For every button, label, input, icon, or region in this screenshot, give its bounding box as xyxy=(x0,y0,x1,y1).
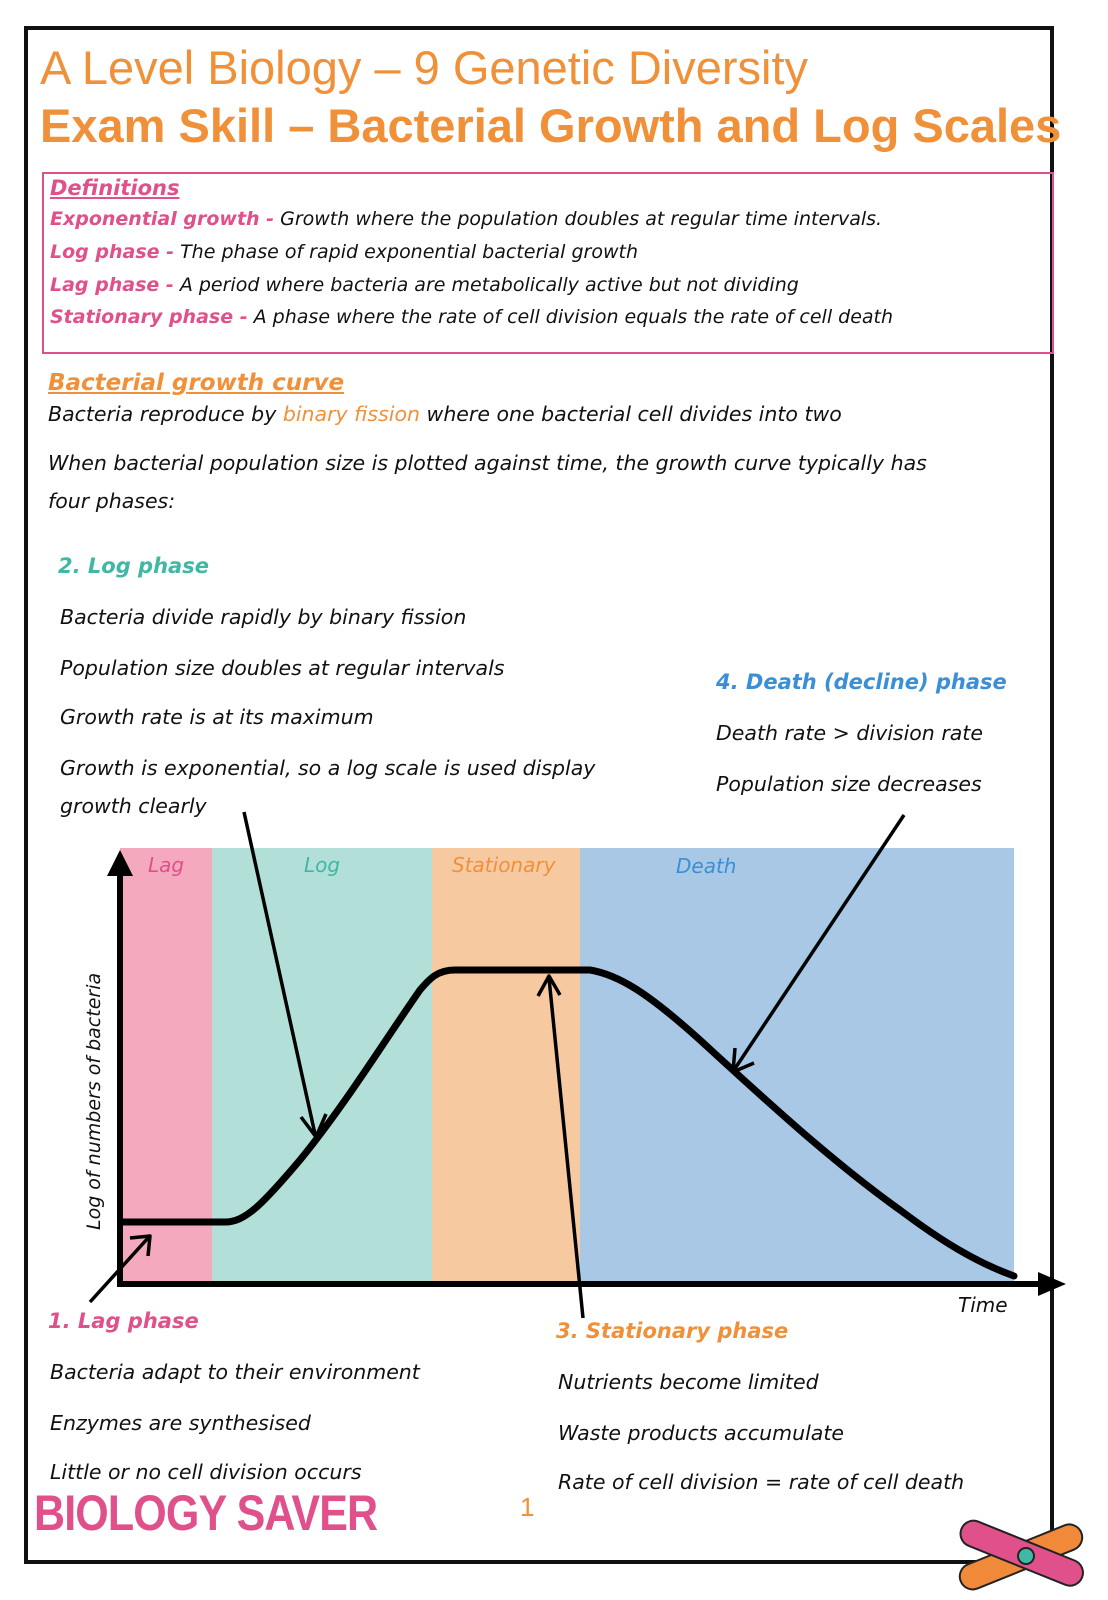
stationary-phase-line: Nutrients become limited xyxy=(558,1370,819,1394)
phases-paragraph-line2: four phases: xyxy=(48,489,176,513)
log-phase-line: growth clearly xyxy=(60,794,207,818)
binary-fission-highlight: binary fission xyxy=(282,402,421,426)
definition-term: Exponential growth - xyxy=(50,208,275,230)
definitions-heading: Definitions xyxy=(50,176,180,200)
log-phase-line: Growth rate is at its maximum xyxy=(60,705,374,729)
region-label-lag: Lag xyxy=(148,853,185,877)
definition-text: A phase where the rate of cell division equals the rate of cell death xyxy=(247,306,894,328)
definition-text: Growth where the population doubles at regular time intervals. xyxy=(274,208,883,230)
lag-phase-line: Bacteria adapt to their environment xyxy=(50,1360,420,1384)
region-label-stationary: Stationary xyxy=(452,853,556,877)
lag-phase-line: Little or no cell division occurs xyxy=(50,1460,362,1484)
x-axis-arrowhead xyxy=(1038,1272,1066,1296)
region-label-death: Death xyxy=(676,854,737,878)
lag-phase-heading: 1. Lag phase xyxy=(48,1309,199,1333)
intro-text-pre: Bacteria reproduce by xyxy=(48,402,283,426)
definition-term: Log phase - xyxy=(50,241,175,263)
stationary-phase-line: Waste products accumulate xyxy=(558,1421,845,1445)
lag-phase-line: Enzymes are synthesised xyxy=(50,1411,311,1435)
death-phase-heading: 4. Death (decline) phase xyxy=(716,670,1007,694)
region-label-log: Log xyxy=(304,853,341,877)
log-phase-line: Population size doubles at regular intervals xyxy=(60,656,505,680)
chromosome-icon xyxy=(946,1512,1106,1600)
death-phase-line: Death rate > division rate xyxy=(716,721,983,745)
x-axis-label: Time xyxy=(958,1293,1008,1317)
page-number: 1 xyxy=(520,1492,535,1522)
stationary-phase-line: Rate of cell division = rate of cell death xyxy=(558,1470,965,1494)
death-region xyxy=(580,848,1014,1284)
definition-text: A period where bacteria are metabolically active but not dividing xyxy=(173,274,799,296)
page-subtitle: Exam Skill – Bacterial Growth and Log Scales xyxy=(40,99,1062,152)
log-phase-line: Growth is exponential, so a log scale is used display xyxy=(60,756,596,780)
definition-term: Stationary phase - xyxy=(50,306,248,328)
phases-paragraph-line1: When bacterial population size is plotted against time, the growth curve typically has xyxy=(48,451,927,475)
stationary-phase-heading: 3. Stationary phase xyxy=(556,1319,789,1343)
death-phase-line: Population size decreases xyxy=(716,772,982,796)
growth-curve-heading: Bacterial growth curve xyxy=(48,370,345,396)
log-phase-line: Bacteria divide rapidly by binary fission xyxy=(60,605,467,629)
definition-term: Lag phase - xyxy=(50,274,174,296)
brand-logo: BIOLOGY SAVER xyxy=(34,1485,378,1541)
page-title: A Level Biology – 9 Genetic Diversity xyxy=(40,41,809,94)
log-phase-heading: 2. Log phase xyxy=(58,554,209,578)
y-axis-label: Log of numbers of bacteria xyxy=(83,972,105,1230)
intro-text-post: where one bacterial cell divides into two xyxy=(420,402,842,426)
definition-text: The phase of rapid exponential bacterial growth xyxy=(174,241,639,263)
